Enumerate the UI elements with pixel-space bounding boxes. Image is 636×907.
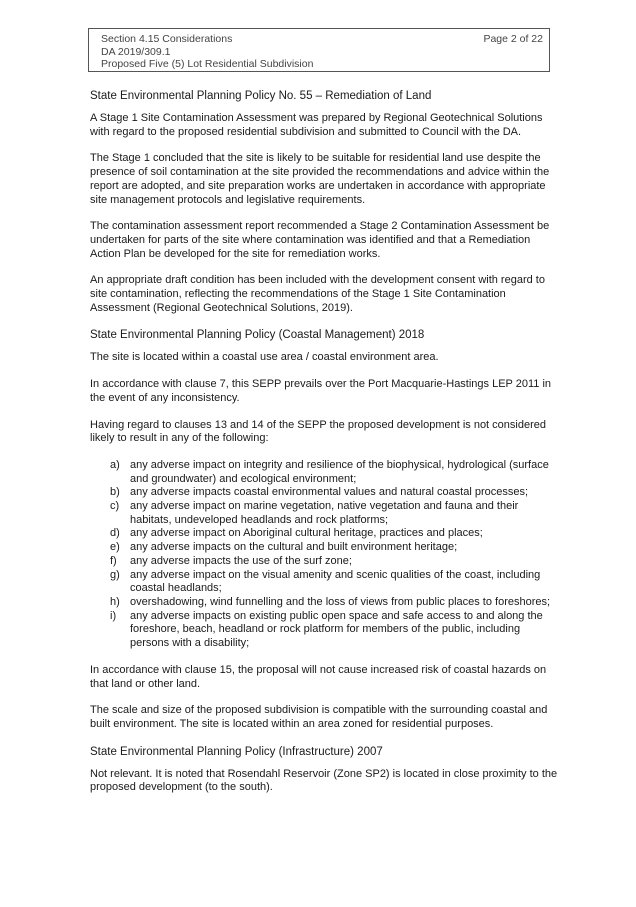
- section-heading-infrastructure: State Environmental Planning Policy (Infrastructure) 2007: [90, 745, 383, 758]
- list-item: [90, 610, 560, 651]
- list-marker: d): [110, 527, 120, 540]
- page-number: Page 2 of 22: [483, 33, 543, 45]
- list-item-text: any adverse impact on marine vegetation, native vegetation and fauna and their habitats, undeveloped headlands and rock platforms;: [130, 500, 519, 526]
- list-marker: c): [110, 500, 120, 513]
- list-item-text: any adverse impacts the use of the surf zone;: [130, 554, 352, 567]
- list-item-text: overshadowing, wind funnelling and the loss of views from public places to foreshores;: [130, 595, 551, 608]
- paragraph: In accordance with clause 7, this SEPP prevails over the Port Macquarie-Hastings LEP 2011 in the event of any inconsistency.: [90, 378, 552, 404]
- list-item: [90, 541, 560, 555]
- list-item-text: any adverse impact on integrity and resilience of the biophysical, hydrological (surface and groundwater) and ecological environment;: [130, 458, 549, 485]
- paragraph: The site is located within a coastal use area / coastal environment area.: [90, 351, 439, 364]
- paragraph: The scale and size of the proposed subdivision is compatible with the surrounding coastal and built environment. The site is located within an area zoned for residential purposes.: [90, 704, 548, 730]
- paragraph: In accordance with clause 15, the proposal will not cause increased risk of coastal hazards on that land or other land.: [90, 663, 547, 690]
- header-section-title: Section 4.15 Considerations: [101, 33, 233, 45]
- document-body: [90, 89, 560, 808]
- list-marker: f): [110, 554, 117, 567]
- list-item: [90, 500, 560, 527]
- list-marker: i): [110, 609, 117, 622]
- list-item-text: any adverse impact on Aboriginal cultural heritage, practices and places;: [130, 527, 483, 540]
- paragraph: A Stage 1 Site Contamination Assessment was prepared by Regional Geotechnical Solutions with regard to the proposed residential subdivision and submitted to Council with the DA.: [90, 112, 543, 138]
- list-item-text: any adverse impacts on existing public open space and safe access to and along the foreshore, beach, headland or rock platform for members of the public, including persons with a disability;: [130, 609, 543, 650]
- section-heading-coastal: State Environmental Planning Policy (Coastal Management) 2018: [90, 329, 425, 342]
- list-item-text: any adverse impact on the visual amenity and scenic qualities of the coast, including coastal headlands;: [130, 568, 541, 595]
- list-marker: h): [110, 595, 120, 608]
- list-item: [90, 596, 560, 610]
- list-marker: e): [110, 541, 120, 554]
- header-da-number: DA 2019/309.1: [101, 45, 171, 58]
- list-item: [90, 486, 560, 500]
- list-item: [90, 527, 560, 541]
- list-item: [90, 569, 560, 596]
- header-proposal-title: Proposed Five (5) Lot Residential Subdivision: [101, 58, 314, 70]
- section-heading-sepp55: State Environmental Planning Policy No. 55 – Remediation of Land: [90, 90, 432, 102]
- page-header: [88, 28, 550, 72]
- list-item: [90, 555, 560, 569]
- list-marker: a): [110, 458, 120, 471]
- list-marker: b): [110, 486, 120, 499]
- list-marker: g): [110, 568, 120, 581]
- list-item-text: any adverse impacts on the cultural and built environment heritage;: [130, 541, 458, 554]
- list-item: [90, 459, 560, 486]
- paragraph: Having regard to clauses 13 and 14 of the SEPP the proposed development is not considered likely to result in any of the following:: [90, 418, 546, 445]
- paragraph: Not relevant. It is noted that Rosendahl Reservoir (Zone SP2) is located in close proximity to the proposed development (to the south).: [90, 767, 558, 794]
- paragraph: The Stage 1 concluded that the site is likely to be suitable for residential land use despite the presence of soil contamination at the site provided the recommendations and advice within the report are adopted, and site preparation works are undertaken in accordance with appropriate site management protocols and legislative requirements.: [90, 152, 550, 206]
- coastal-impacts-list: [90, 459, 560, 651]
- paragraph: An appropriate draft condition has been included with the development consent with regard to site contamination, reflecting the recommendations of the Stage 1 Site Contamination Assessment (Regional Geotechnical Solutions, 2019).: [90, 274, 545, 314]
- list-item-text: any adverse impacts coastal environmental values and natural coastal processes;: [130, 486, 529, 499]
- paragraph: The contamination assessment report recommended a Stage 2 Contamination Assessment be undertaken for parts of the site where contamination was identified and that a Remediation Action Plan be developed for the site for remediation works.: [90, 220, 550, 260]
